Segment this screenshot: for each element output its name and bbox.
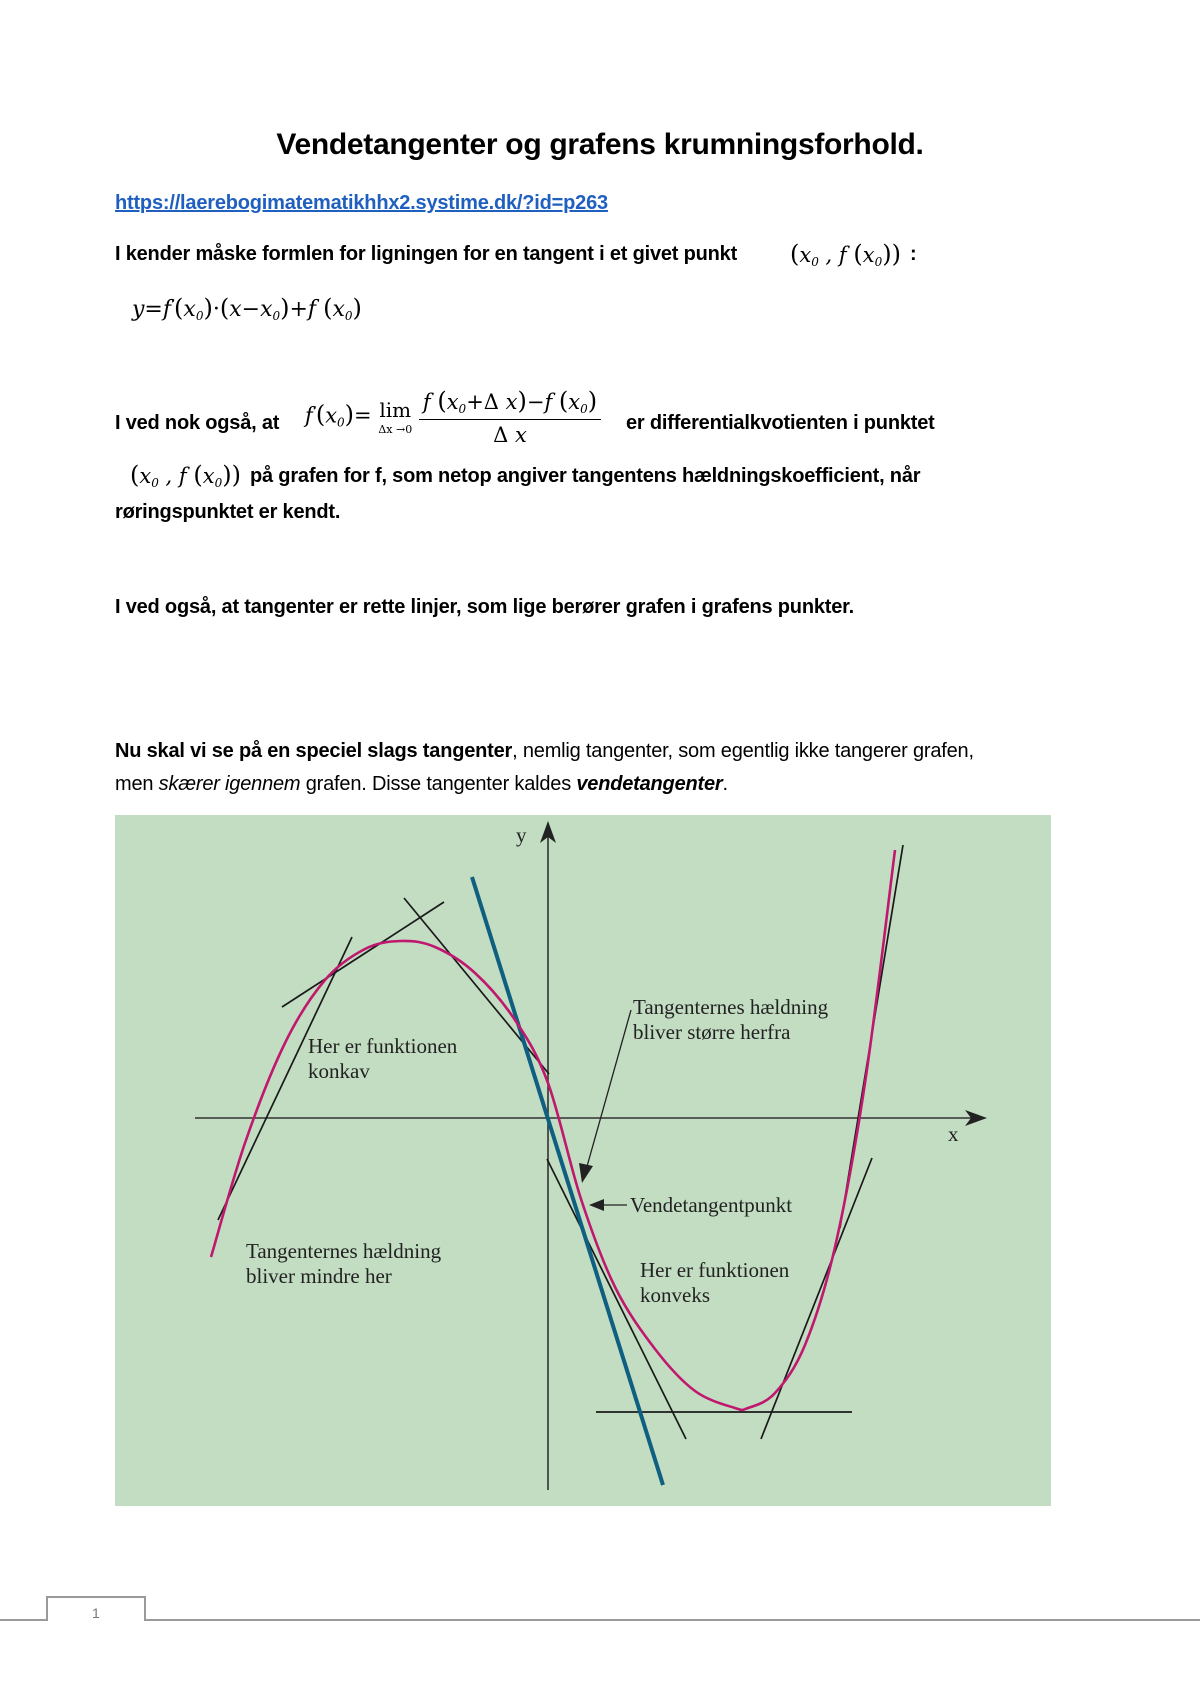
label-concave: Her er funktionen konkav [308,1034,458,1083]
label-slope-increasing: Tangenternes hældning bliver større herfra [633,995,829,1044]
page-number: 1 [92,1605,100,1621]
y-axis-label: y [516,823,527,847]
bold-phrase: Nu skal vi se på en speciel slags tangenter [115,740,513,762]
text-men: men [115,773,159,795]
tangent-equation: $y=f'(x_0)\cdot(x-x_0)+f$ $(x_0)$ [132,294,362,323]
paragraph-inflection-line2 [115,773,728,796]
paragraph-tangent-intro-text: I kender måske formlen for ligningen for en tangent i et givet punkt [115,243,738,265]
point-formula: ($x_0$ , f $(x_0)$) [790,240,901,269]
paragraph-inflection-rest: , nemlig tangenter, som egentlig ikke tangerer grafen, [512,740,974,762]
label-slope-decreasing: Tangenternes hældning bliver mindre her [246,1239,442,1288]
colon: : [910,243,917,265]
term-vendetangenter: vendetangenter [576,773,723,795]
paragraph-derivative-start: I ved nok også, at [115,412,280,434]
paragraph-derivative-line3: røringspunktet er kendt. [115,501,341,523]
x-axis-label: x [948,1122,959,1146]
label-inflection-point: Vendetangentpunkt [630,1193,793,1217]
paragraph-inflection-line1 [115,740,974,763]
point-formula-2: ($x_0$ , f $(x_0)$) [130,461,241,490]
source-link[interactable]: https://laerebogimatematikhhx2.systime.dk/?id=p263 [115,192,608,214]
paragraph-tangent-lines: I ved også, at tangenter er rette linjer, som lige berører grafen i grafens punkter. [115,596,854,618]
paragraph-derivative-line2: på grafen for f, som netop angiver tangentens hældningskoefficient, når [250,465,921,487]
paragraph-derivative-end: er differentialkvotienten i punktet [626,412,935,434]
label-convex: Her er funktionen konveks [640,1258,790,1307]
text-end: . [722,773,728,795]
figure-background [115,815,1051,1506]
derivative-definition: $f'(x_0)=$ lim Δx →0 $\frac{f (x_0+\Delta x)-f (x_0)}{\text{Δ x}}$ [305,387,601,447]
figure-svg [115,815,1051,1506]
text-mid: grafen. Disse tangenter kaldes [300,773,577,795]
page-title: Vendetangenter og grafens krumningsforhold. [276,128,924,161]
footer-rule [0,1595,1200,1625]
paragraph-tangent-intro [115,243,737,266]
inflection-figure [115,815,1051,1506]
italic-phrase: skærer igennem [158,773,301,795]
